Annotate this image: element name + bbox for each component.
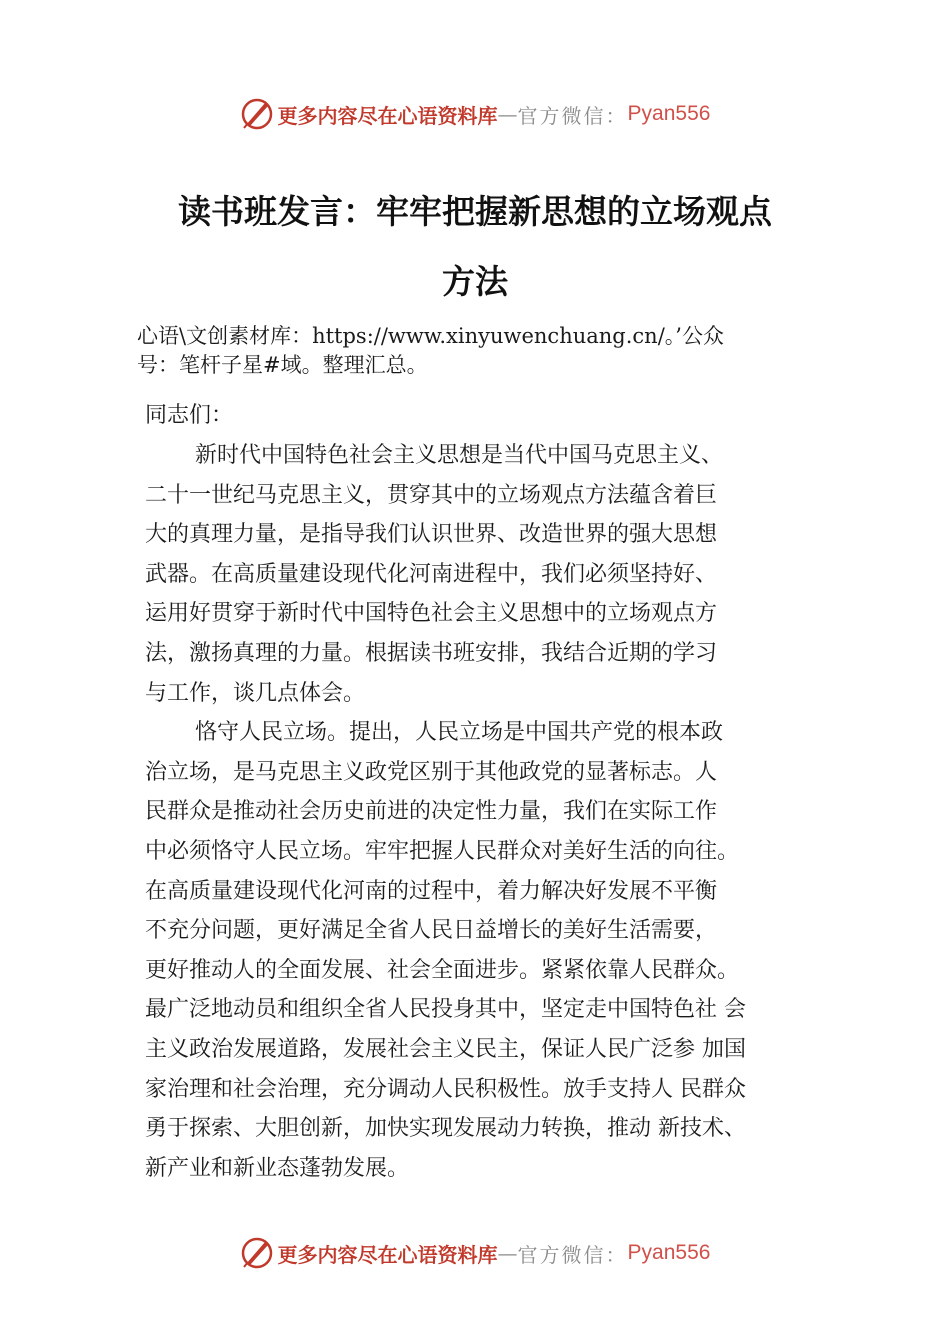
paragraph-2 (145, 713, 835, 1188)
paragraph-line: 新产业和新业态蓬勃发展。 (145, 1155, 410, 1181)
paragraph-line: 二十一世纪马克思主义，贯穿其中的立场观点方法蕴含着巨 (145, 482, 718, 508)
paragraph-line: 主义政治发展道路，发展社会主义民主，保证人民广泛参 加国 (145, 1036, 746, 1062)
paragraph-line: 最广泛地动员和组织全省人民投身其中，坚定走中国特色社 会 (145, 997, 746, 1023)
source-note-line-2: 号：笔杆子星#域。整理汇总。 (137, 353, 428, 377)
banner-wechat-id: Pyan556 (627, 102, 711, 125)
footer-banner (0, 1233, 950, 1273)
banner-separator: — (497, 102, 518, 126)
paragraph-line: 大的真理力量，是指导我们认识世界、改造世界的强大思想 (145, 522, 718, 548)
salutation: 同志们： (145, 403, 234, 428)
paragraph-line: 恪守人民立场。提出，人民立场是中国共产党的根本政 (195, 720, 724, 746)
banner-wechat-id: Pyan556 (627, 1241, 711, 1264)
paragraph-1 (145, 436, 835, 713)
paragraph-line: 运用好贯穿于新时代中国特色社会主义思想中的立场观点方 (145, 601, 718, 627)
paragraph-line: 新时代中国特色社会主义思想是当代中国马克思主义、 (195, 443, 724, 468)
source-note (137, 322, 837, 380)
source-note-line-1: 心语\文创素材库：https://www.xinyuwenchuang.cn/。’公众 (137, 324, 724, 348)
paragraph-line: 家治理和社会治理，充分调动人民积极性。放手支持人 民群众 (145, 1076, 746, 1102)
paragraph-line: 与工作，谈几点体会。 (145, 680, 366, 706)
paragraph-line: 勇于探索、大胆创新，加快实现发展动力转换，推动 新技术、 (145, 1116, 746, 1142)
quill-pen-circle-icon (240, 97, 274, 131)
paragraph-line: 武器。在高质量建设现代化河南进程中，我们必须坚持好、 (145, 561, 718, 587)
header-banner (0, 94, 950, 134)
document-title-line-1: 读书班发言：牢牢把握新思想的立场观点 (178, 192, 772, 231)
document-body (145, 396, 835, 1188)
banner-wechat-label: 官方微信： (517, 1242, 628, 1267)
paragraph-line: 民群众是推动社会历史前进的决定性力量，我们在实际工作 (145, 799, 718, 825)
banner-wechat-label: 官方微信： (517, 103, 628, 128)
paragraph-line: 中必须恪守人民立场。牢牢把握人民群众对美好生活的向往。 (145, 838, 740, 864)
banner-separator: — (497, 1241, 518, 1265)
paragraph-line: 更好推动人的全面发展、社会全面进步。紧紧依靠人民群众。 (145, 957, 740, 983)
paragraph-line: 在高质量建设现代化河南的过程中，着力解决好发展不平衡 (145, 878, 718, 904)
paragraph-line: 法，激扬真理的力量。根据读书班安排，我结合近期的学习 (145, 640, 718, 666)
quill-pen-circle-icon (240, 1236, 274, 1270)
paragraph-line: 不充分问题，更好满足全省人民日益增长的美好生活需要， (145, 918, 718, 944)
banner-text: 更多内容尽在心语资料库 (277, 103, 498, 128)
banner-text: 更多内容尽在心语资料库 (277, 1242, 498, 1267)
document-title-line-2: 方法 (442, 262, 508, 301)
paragraph-line: 治立场，是马克思主义政党区别于其他政党的显著标志。人 (145, 759, 718, 785)
